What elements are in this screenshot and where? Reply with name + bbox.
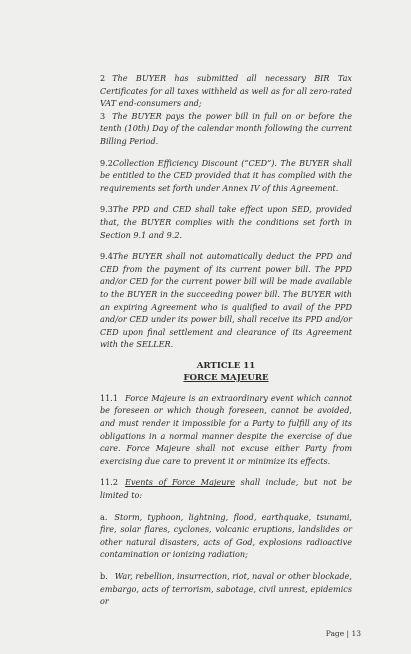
section-text: Collection Efficiency Discount (“CED”). The BUYER shall be entitled to the CED provided that it has complied with the requirements set forth under Annex IV of this Agreement. bbox=[100, 157, 352, 193]
section-text: The BUYER shall not automatically deduct the PPD and CED from the payment of its current power bill. The PPD and/or CED for the current power bill will be made available to the BUYER in the succeeding power bill. The BUYER with an expiring Agreement who is qualified to avail of the PPD and/or CED under its power bill, shall receive its PPD and/or CED upon final settlement and clearance of its Agreement with the SELLER. bbox=[100, 251, 352, 350]
section-text: The PPD and CED shall take effect upon SED, provided that, the BUYER complies with the conditions set forth in Section 9.1 and 9.2. bbox=[100, 204, 352, 240]
section-11-1 bbox=[100, 392, 352, 468]
section-number: 9.4 bbox=[100, 251, 113, 262]
article-heading bbox=[100, 360, 352, 384]
page-number: Page | 13 bbox=[325, 629, 361, 638]
item-text: The BUYER pays the power bill in full on or before the tenth (10th) Day of the calendar month following the current Billing Period. bbox=[100, 110, 352, 146]
item-letter: a. bbox=[100, 511, 108, 522]
condition-3 bbox=[100, 110, 352, 148]
item-text: War, rebellion, insurrection, riot, naval or other blockade, embargo, acts of terrorism, sabotage, civil unrest, epidemics or bbox=[100, 571, 352, 607]
section-number: 9.3 bbox=[100, 204, 113, 215]
condition-2 bbox=[100, 72, 352, 110]
list-item-a bbox=[100, 511, 352, 561]
article-title: FORCE MAJEURE bbox=[183, 372, 269, 383]
article-number: ARTICLE 11 bbox=[196, 360, 256, 371]
section-9-2 bbox=[100, 157, 352, 195]
section-number: 11.1 bbox=[100, 392, 119, 403]
list-item-b bbox=[100, 570, 352, 608]
item-text: The BUYER has submitted all necessary BIR Tax Certificates for all taxes withheld as well as for all zero-rated VAT end-consumers and; bbox=[100, 73, 352, 109]
section-text: Force Majeure is an extraordinary event which cannot be foreseen or which though foreseen, cannot be avoided, and must render it impossible for a Party to fulfill any of its obligations in a normal manner despite the exercise of due care. Force Majeure shall not excuse either Party from exercising due care to prevent it or minimize its effects. bbox=[100, 392, 352, 466]
section-9-3 bbox=[100, 203, 352, 241]
section-9-4 bbox=[100, 250, 352, 351]
section-11-2 bbox=[100, 476, 352, 501]
section-number: 11.2 bbox=[100, 477, 119, 488]
page-body bbox=[100, 72, 352, 617]
item-number: 2 bbox=[100, 73, 106, 83]
section-text: shall include, but not be limited to: bbox=[100, 477, 353, 501]
section-lead: Events of Force Majeure bbox=[125, 477, 236, 488]
section-number: 9.2 bbox=[100, 157, 113, 168]
item-text: Storm, typhoon, lightning, flood, earthquake, tsunami, fire, solar flares, cyclones, volcanic eruptions, landslides or other natural disasters, acts of God, explosions radioactive contamination or ionizing radiation; bbox=[100, 511, 352, 560]
item-number: 3 bbox=[100, 110, 106, 121]
item-letter: b. bbox=[100, 571, 108, 581]
